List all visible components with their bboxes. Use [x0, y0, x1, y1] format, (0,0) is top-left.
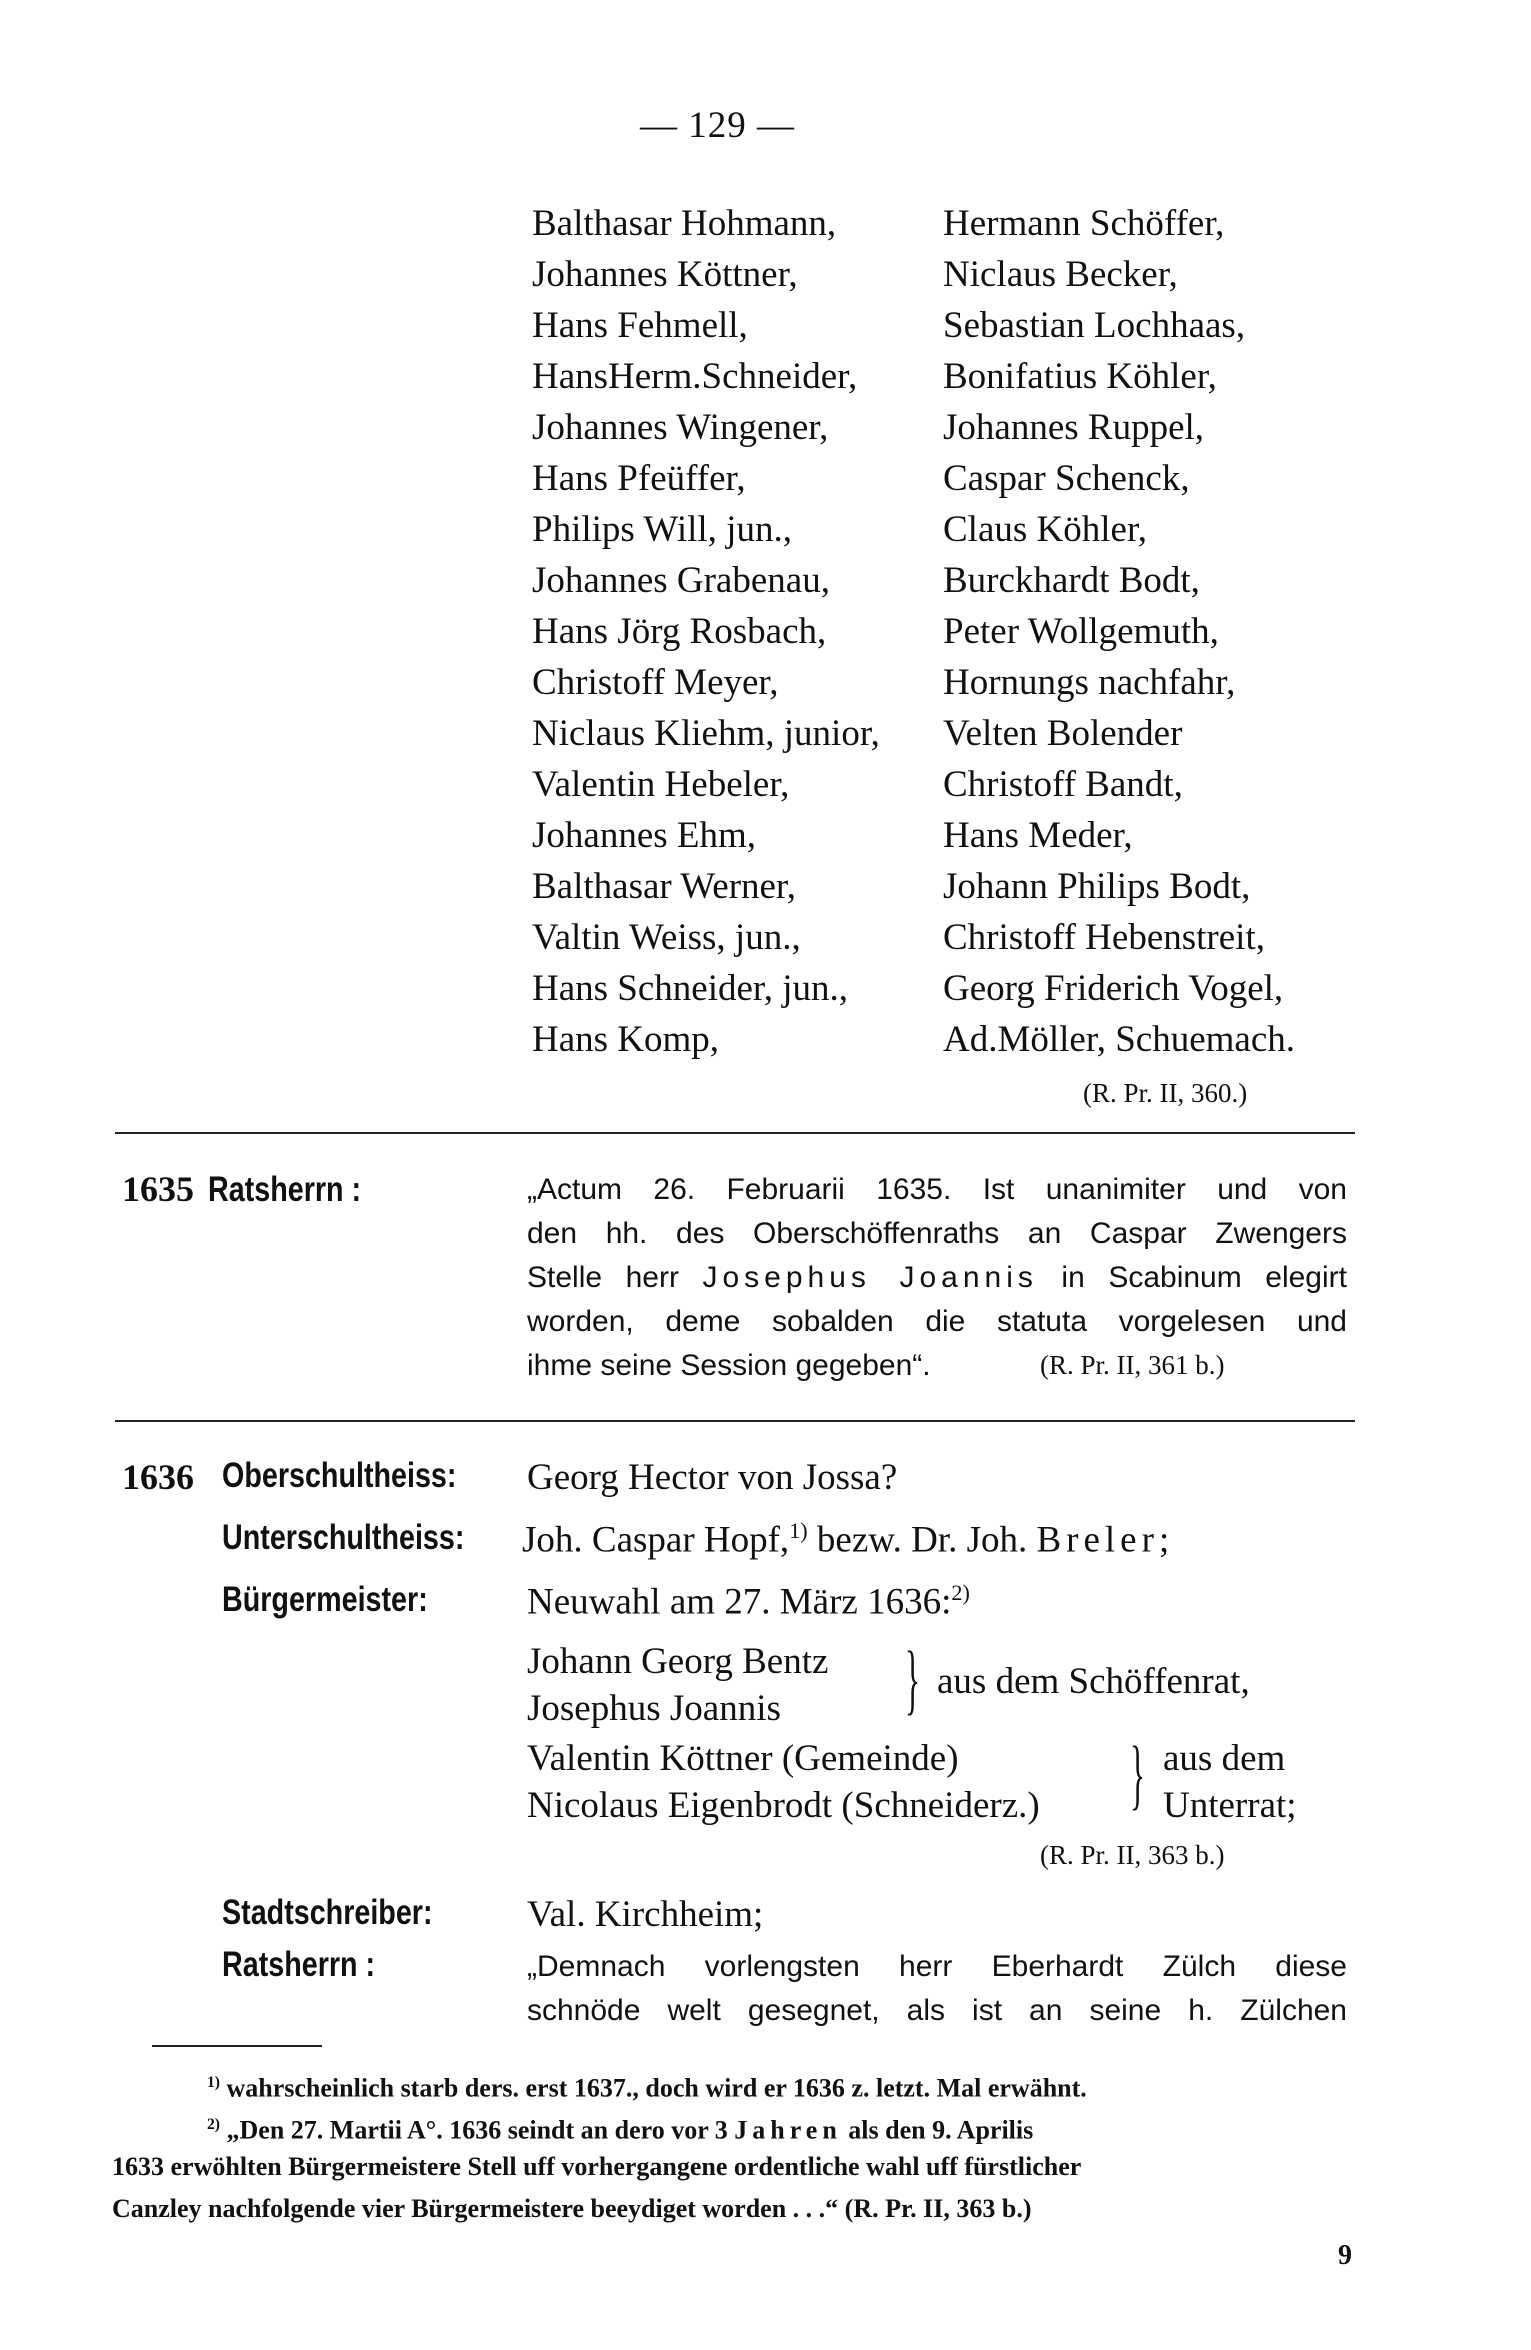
name-entry: Valtin Weiss, jun., [532, 917, 801, 958]
quote-line: „Actum 26. Februarii 1635. Ist unanimiter und von [527, 1173, 1347, 1206]
name-entry: Johannes Köttner, [532, 254, 798, 295]
quote-line: ihme seine Session gegeben“. [527, 1349, 931, 1382]
name-entry: Christoff Bandt, [943, 764, 1183, 805]
name-entry: Johann Philips Bodt, [943, 866, 1251, 907]
footnote-2-line2: 1633 erwöhlten Bürgermeistere Stell uff vorhergangene ordentliche wahl uff fürstlicher [112, 2152, 1082, 2181]
name-entry: Burckhardt Bodt, [943, 560, 1200, 601]
stadtschreiber-value: Val. Kirchheim; [527, 1894, 764, 1935]
brace-icon: } [1130, 1730, 1145, 1817]
reference-360: (R. Pr. II, 360.) [1083, 1078, 1248, 1108]
quote-line: den hh. des Oberschöffenraths an Caspar Zwengers [527, 1217, 1347, 1250]
name-entry: Velten Bolender [943, 713, 1183, 754]
footnote-1: $^{1)}$ wahrscheinlich starb ders. erst 1637., doch wird er 1636 z. letzt. Mal erwähnt. [207, 2073, 1087, 2103]
page-number-footer: 9 [1338, 2240, 1352, 2271]
name-entry: Johannes Wingener, [532, 407, 829, 448]
footnote-2-line3: Canzley nachfolgende vier Bürgermeistere beeydiget worden . . .“ (R. Pr. II, 363 b.) [112, 2194, 1032, 2223]
person-josephus-joannis: Josephus Joannis [702, 1261, 1038, 1294]
mayor-name: Nicolaus Eigenbrodt (Schneiderz.) [527, 1785, 1040, 1826]
quote-line: Stelle herr Josephus Joannis in Scabinum elegirt [527, 1261, 1347, 1294]
name-entry: Niclaus Becker, [943, 254, 1178, 295]
name-entry: Hans Komp, [532, 1019, 720, 1060]
name-entry: Johannes Grabenau, [532, 560, 830, 601]
name-entry: Georg Friderich Vogel, [943, 968, 1284, 1009]
name-entry: Philips Will, jun., [532, 509, 792, 550]
names-right-column [943, 198, 1295, 1065]
name-entry: Hans Pfeüffer, [532, 458, 746, 499]
quote-line: worden, deme sobalden die statuta vorgelesen und [527, 1305, 1347, 1338]
mayor-name: Josephus Joannis [527, 1688, 781, 1729]
name-entry: Hans Fehmell, [532, 305, 748, 346]
section-divider [115, 1132, 1355, 1134]
name-entry: Valentin Hebeler, [532, 764, 790, 805]
origin-unterrat: aus dem Unterrat; [1163, 1738, 1297, 1826]
name-entry: Niclaus Kliehm, junior, [532, 713, 880, 754]
buergermeister-label: Bürgermeister: [222, 1580, 428, 1619]
name-entry: Claus Köhler, [943, 509, 1148, 550]
section-1636-heading [122, 1456, 194, 1498]
mayors-group-unterrat [527, 1735, 1040, 1829]
stadtschreiber-label: Stadtschreiber: [222, 1893, 433, 1932]
name-entry: Hermann Schöffer, [943, 203, 1225, 244]
name-entry: Bonifatius Köhler, [943, 356, 1217, 397]
quote-1636 [527, 1945, 1347, 2033]
ratsherrn-label-1636: Ratsherrn : [222, 1945, 376, 1984]
year-1636: 1636 [122, 1457, 194, 1497]
name-entry: Caspar Schenck, [943, 458, 1190, 499]
reference-361b: (R. Pr. II, 361 b.) [1040, 1350, 1225, 1380]
oberschultheiss-value: Georg Hector von Jossa? [527, 1457, 898, 1498]
quote-line: schnöde welt gesegnet, als ist an seine h. Zülchen [527, 1994, 1347, 2027]
name-entry: Christoff Meyer, [532, 662, 779, 703]
name-entry: Johannes Ruppel, [943, 407, 1205, 448]
ratsherrn-label-1635: Ratsherrn : [208, 1170, 362, 1209]
name-entry: Hornungs nachfahr, [943, 662, 1236, 703]
name-entry: Balthasar Hohmann, [532, 203, 837, 244]
oberschultheiss-label: Oberschultheiss: [222, 1456, 457, 1495]
footnote-2-line1: $^{2)}$ „Den 27. Martii A°. 1636 seindt an dero vor 3 Jahren als den 9. Aprilis [207, 2115, 1034, 2145]
name-entry: HansHerm.Schneider, [532, 356, 858, 397]
name-entry: Hans Meder, [943, 815, 1133, 856]
reference-363b: (R. Pr. II, 363 b.) [1040, 1840, 1225, 1870]
unterschultheiss-value: Joh. Caspar Hopf,$^{1)}$ bezw. Dr. Joh. Breler; [522, 1518, 1170, 1561]
name-entry: Johannes Ehm, [532, 815, 757, 856]
footnote-ref-1: 1) [789, 1518, 808, 1543]
footnote-ref-2: 2) [951, 1580, 970, 1605]
section-1635-heading [122, 1168, 395, 1210]
brace-icon: } [905, 1635, 920, 1722]
mayor-name: Valentin Köttner (Gemeinde) [527, 1738, 959, 1779]
name-entry: Hans Schneider, jun., [532, 968, 849, 1009]
quote-line: „Demnach vorlengsten herr Eberhardt Zülch diese [527, 1950, 1347, 1983]
unterschultheiss-label: Unterschultheiss: [222, 1518, 465, 1557]
name-entry: Sebastian Lochhaas, [943, 305, 1246, 346]
name-entry: Peter Wollgemuth, [943, 611, 1219, 652]
name-entry: Hans Jörg Rosbach, [532, 611, 827, 652]
buergermeister-value: Neuwahl am 27. März 1636:$^{2)}$ [527, 1580, 970, 1623]
name-entry: Christoff Hebenstreit, [943, 917, 1265, 958]
mayor-name: Johann Georg Bentz [527, 1641, 829, 1682]
mayors-group-schoeffenrat [527, 1638, 828, 1732]
name-entry: Balthasar Werner, [532, 866, 797, 907]
name-entry: Ad.Möller, Schuemach. [943, 1019, 1295, 1060]
section-divider [115, 1420, 1355, 1422]
year-1635: 1635 [122, 1169, 194, 1209]
origin-schoeffenrat: aus dem Schöffenrat, [937, 1661, 1250, 1702]
page-number-header: — 129 — [640, 105, 795, 146]
footnote-rule [152, 2045, 322, 2047]
names-left-column [532, 198, 880, 1065]
